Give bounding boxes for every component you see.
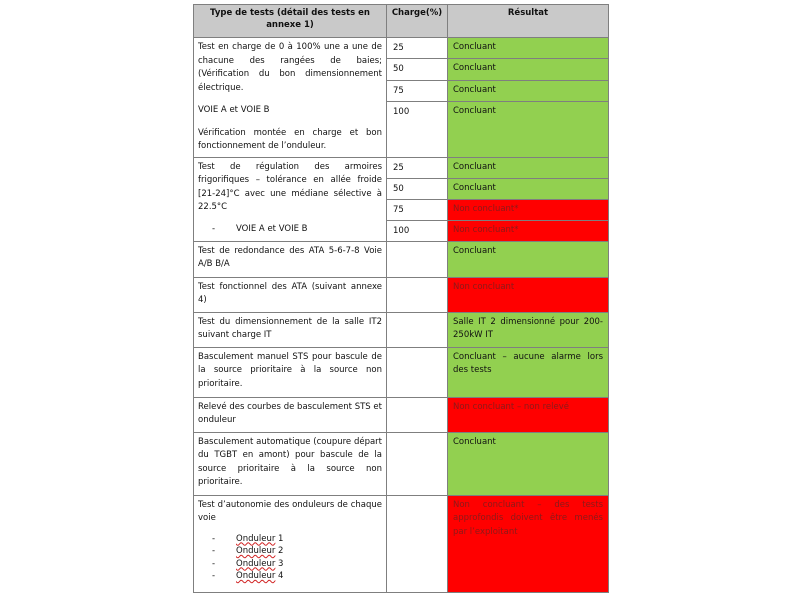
- test-description: Basculement automatique (coupure départ du TGBT en amont) pour bascule de la source prioritaire à la source non prioritaire.: [194, 432, 387, 495]
- test-description: Test en charge de 0 à 100% une a une de chacune des rangées de baies; (Vérification du bon dimensionnement électrique. VOIE A et VOIE B Vérification montée en charge et bon fonctionnement de l’onduleur.: [194, 38, 387, 158]
- table-row: [194, 432, 609, 495]
- table-row: [194, 38, 609, 59]
- result-pass: Concluant: [448, 38, 609, 59]
- table-row: [194, 277, 609, 312]
- result-pass: Concluant: [448, 241, 609, 277]
- result-pass: Concluant: [448, 178, 609, 199]
- charge-value: [387, 312, 448, 347]
- header-result: Résultat: [448, 5, 609, 38]
- table-row: [194, 347, 609, 397]
- charge-value: 50: [387, 59, 448, 80]
- result-pass: Concluant: [448, 101, 609, 157]
- charge-value: 75: [387, 199, 448, 220]
- charge-value: 100: [387, 101, 448, 157]
- list-item: - Onduleur 1: [212, 533, 284, 544]
- result-pass: Concluant: [448, 157, 609, 178]
- list-item: - Onduleur 2: [212, 546, 284, 556]
- charge-value: 25: [387, 157, 448, 178]
- charge-value: [387, 241, 448, 277]
- charge-value: 25: [387, 38, 448, 59]
- header-type: Type de tests (détail des tests en annexe 1): [194, 5, 387, 38]
- table-row: [194, 312, 609, 347]
- list-item: - Onduleur 4: [212, 571, 284, 581]
- charge-value: [387, 495, 448, 592]
- header-row: [194, 5, 609, 38]
- result-fail: Non concluant: [448, 277, 609, 312]
- test-description: Test d’autonomie des onduleurs de chaque voie - Onduleur 1 - Onduleur 2 - Onduleur 3 - Onduleur 4: [194, 495, 387, 592]
- table-row: [194, 495, 609, 592]
- charge-value: 100: [387, 220, 448, 241]
- result-pass: Concluant – aucune alarme lors des tests: [448, 347, 609, 397]
- charge-value: 50: [387, 178, 448, 199]
- charge-value: [387, 347, 448, 397]
- result-pass: Concluant: [448, 80, 609, 101]
- result-fail: Non concluant*: [448, 220, 609, 241]
- test-description: Test de régulation des armoires frigorifiques – tolérance en allée froide [21-24]°C avec une médiane sélective à 22.5°C - VOIE A et VOIE B: [194, 157, 387, 241]
- result-pass: Concluant: [448, 59, 609, 80]
- result-fail: Non concluant – non relevé: [448, 397, 609, 432]
- test-description: Test du dimensionnement de la salle IT2 suivant charge IT: [194, 312, 387, 347]
- header-charge: Charge(%): [387, 5, 448, 38]
- test-description: Basculement manuel STS pour bascule de la source prioritaire à la source non prioritaire.: [194, 347, 387, 397]
- charge-value: [387, 397, 448, 432]
- test-results-table: [193, 4, 609, 593]
- test-description: Test fonctionnel des ATA (suivant annexe 4): [194, 277, 387, 312]
- result-fail: Non concluant – des tests approfondis doivent être menés par l’exploitant: [448, 495, 609, 592]
- ups-list: [198, 533, 382, 583]
- charge-value: 75: [387, 80, 448, 101]
- table-row: [194, 241, 609, 277]
- table-row: [194, 157, 609, 178]
- test-description: Relevé des courbes de basculement STS et onduleur: [194, 397, 387, 432]
- test-description: Test de redondance des ATA 5-6-7-8 Voie A/B B/A: [194, 241, 387, 277]
- result-pass: Salle IT 2 dimensionné pour 200-250kW IT: [448, 312, 609, 347]
- list-item: - Onduleur 3: [212, 558, 284, 569]
- charge-value: [387, 432, 448, 495]
- result-fail: Non concluant*: [448, 199, 609, 220]
- charge-value: [387, 277, 448, 312]
- result-pass: Concluant: [448, 432, 609, 495]
- table-row: [194, 397, 609, 432]
